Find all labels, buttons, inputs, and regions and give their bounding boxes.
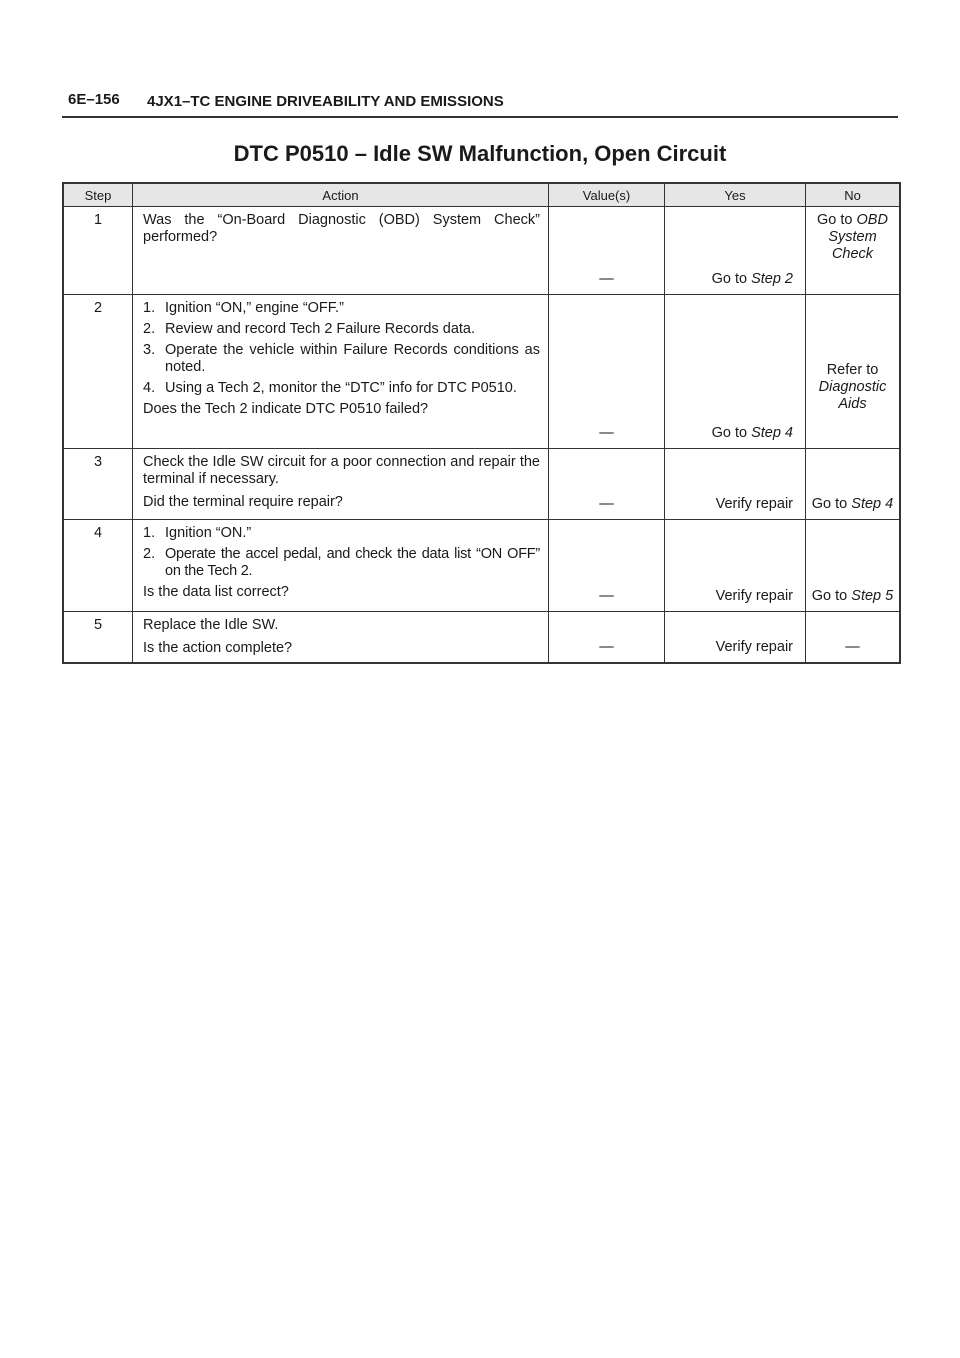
yes-prefix: Go to bbox=[711, 425, 752, 441]
yes-prefix: Go to bbox=[711, 271, 752, 287]
action-question: Is the action complete? bbox=[143, 640, 293, 656]
list-item bbox=[143, 525, 540, 542]
value-cell: — bbox=[549, 520, 665, 612]
no-step-link[interactable]: Step 5 bbox=[851, 588, 894, 604]
column-header-action: Action bbox=[133, 183, 549, 207]
page-number: 6E–156 bbox=[68, 91, 120, 108]
no-step-link[interactable]: Step 4 bbox=[851, 496, 894, 512]
action-question: Did the terminal require repair? bbox=[143, 494, 343, 510]
yes-cell: Verify repair bbox=[665, 612, 806, 663]
list-item-number: 1. bbox=[143, 300, 156, 316]
action-cell bbox=[133, 295, 549, 449]
list-item-text: Using a Tech 2, monitor the “DTC” info for DTC P0510. bbox=[165, 380, 517, 396]
table-header-row bbox=[63, 183, 900, 207]
yes-step-link[interactable]: Step 4 bbox=[751, 425, 793, 441]
list-item-number: 2. bbox=[143, 546, 156, 562]
list-item-text: Ignition “ON.” bbox=[165, 525, 252, 541]
list-item bbox=[143, 342, 540, 376]
action-cell bbox=[133, 449, 549, 520]
column-header-yes: Yes bbox=[665, 183, 806, 207]
no-prefix: Go to bbox=[811, 588, 852, 604]
table-row bbox=[63, 612, 900, 663]
action-cell bbox=[133, 520, 549, 612]
table-row bbox=[63, 207, 900, 295]
no-cell bbox=[806, 295, 901, 449]
list-item-text: Ignition “ON,” engine “OFF.” bbox=[165, 300, 344, 316]
diagnostic-aids-link[interactable]: Diagnostic bbox=[818, 379, 887, 395]
value-cell: — bbox=[549, 207, 665, 295]
column-header-step: Step bbox=[63, 183, 133, 207]
yes-cell: Verify repair bbox=[665, 449, 806, 520]
column-header-values: Value(s) bbox=[549, 183, 665, 207]
yes-cell bbox=[665, 295, 806, 449]
obd-system-check-link-line2[interactable]: System bbox=[828, 229, 877, 245]
action-text: Replace the Idle SW. bbox=[143, 617, 279, 633]
page-header bbox=[62, 88, 898, 118]
action-steps-list bbox=[143, 300, 540, 397]
list-item bbox=[143, 380, 540, 397]
action-text: Check the Idle SW circuit for a poor connection and repair the terminal if necessary. bbox=[143, 454, 540, 487]
diagnostic-aids-link-line2[interactable]: Aids bbox=[838, 396, 867, 412]
list-item-text: Review and record Tech 2 Failure Records data. bbox=[165, 321, 476, 337]
no-prefix: Go to bbox=[811, 496, 852, 512]
table-row bbox=[63, 449, 900, 520]
action-steps-list bbox=[143, 525, 540, 580]
action-text: Was the “On-Board Diagnostic (OBD) System Check” performed? bbox=[143, 212, 540, 245]
value-cell: — bbox=[549, 295, 665, 449]
list-item-number: 3. bbox=[143, 342, 156, 358]
step-number: 2 bbox=[63, 295, 133, 449]
no-cell: — bbox=[806, 612, 901, 663]
table-row bbox=[63, 295, 900, 449]
no-cell bbox=[806, 520, 901, 612]
yes-cell bbox=[665, 207, 806, 295]
list-item bbox=[143, 546, 540, 580]
yes-cell: Verify repair bbox=[665, 520, 806, 612]
list-item-text: Operate the accel pedal, and check the data list “ON OFF” on the Tech 2. bbox=[165, 546, 540, 579]
action-question: Does the Tech 2 indicate DTC P0510 failed? bbox=[143, 401, 429, 417]
action-cell bbox=[133, 207, 549, 295]
page-title: DTC P0510 – Idle SW Malfunction, Open Circuit bbox=[233, 141, 727, 166]
table-row bbox=[63, 520, 900, 612]
obd-system-check-link-line3[interactable]: Check bbox=[831, 246, 874, 262]
value-cell: — bbox=[549, 612, 665, 663]
yes-step-link[interactable]: Step 2 bbox=[751, 271, 793, 287]
no-cell bbox=[806, 449, 901, 520]
obd-system-check-link[interactable]: OBD bbox=[856, 212, 888, 228]
column-header-no: No bbox=[806, 183, 901, 207]
list-item-text: Operate the vehicle within Failure Records conditions as noted. bbox=[165, 342, 540, 375]
no-prefix: Go to bbox=[817, 212, 857, 228]
list-item-number: 1. bbox=[143, 525, 156, 541]
manual-title: 4JX1–TC ENGINE DRIVEABILITY AND EMISSIONS bbox=[147, 93, 504, 110]
step-number: 4 bbox=[63, 520, 133, 612]
no-text: Refer to bbox=[826, 362, 879, 378]
action-cell bbox=[133, 612, 549, 663]
list-item bbox=[143, 300, 540, 317]
diagnostic-table bbox=[62, 182, 901, 664]
step-number: 3 bbox=[63, 449, 133, 520]
step-number: 5 bbox=[63, 612, 133, 663]
no-cell bbox=[806, 207, 901, 295]
value-cell: — bbox=[549, 449, 665, 520]
list-item-number: 4. bbox=[143, 380, 156, 396]
action-question: Is the data list correct? bbox=[143, 584, 289, 600]
list-item bbox=[143, 321, 540, 338]
step-number: 1 bbox=[63, 207, 133, 295]
list-item-number: 2. bbox=[143, 321, 156, 337]
